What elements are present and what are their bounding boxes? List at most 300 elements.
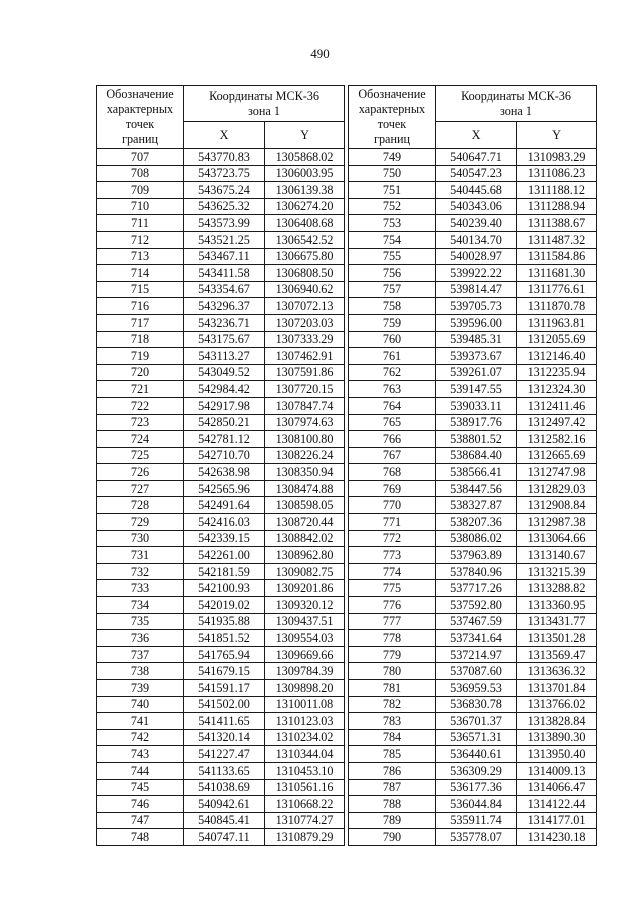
page-number: 490 bbox=[310, 46, 330, 61]
x-coordinate-cell: 543236.71 bbox=[184, 314, 265, 331]
x-coordinate-cell: 541038.69 bbox=[184, 779, 265, 796]
point-id-cell: 774 bbox=[349, 563, 436, 580]
y-coordinate-cell: 1309082.75 bbox=[265, 563, 345, 580]
point-id-cell: 729 bbox=[97, 514, 184, 531]
table-row bbox=[349, 182, 597, 199]
point-id-cell: 725 bbox=[97, 447, 184, 464]
x-coordinate-cell: 540239.40 bbox=[436, 215, 517, 232]
x-coordinate-cell: 536177.36 bbox=[436, 779, 517, 796]
y-coordinate-cell: 1311776.61 bbox=[517, 281, 597, 298]
table-row bbox=[349, 364, 597, 381]
table-row bbox=[349, 314, 597, 331]
table-row bbox=[349, 547, 597, 564]
x-coordinate-cell: 538086.02 bbox=[436, 530, 517, 547]
x-coordinate-cell: 541133.65 bbox=[184, 762, 265, 779]
x-coordinate-cell: 536440.61 bbox=[436, 746, 517, 763]
x-coordinate-cell: 543770.83 bbox=[184, 149, 265, 166]
x-coordinate-cell: 543573.99 bbox=[184, 215, 265, 232]
table-row bbox=[97, 265, 345, 282]
point-id-cell: 782 bbox=[349, 696, 436, 713]
table-row bbox=[349, 414, 597, 431]
x-coordinate-cell: 542781.12 bbox=[184, 431, 265, 448]
y-coordinate-cell: 1306408.68 bbox=[265, 215, 345, 232]
coordinate-system-header: Координаты МСК-36 зона 1 bbox=[184, 86, 345, 122]
point-id-cell: 772 bbox=[349, 530, 436, 547]
point-id-cell: 770 bbox=[349, 497, 436, 514]
point-id-cell: 714 bbox=[97, 265, 184, 282]
x-column-header: X bbox=[436, 122, 517, 149]
point-id-cell: 777 bbox=[349, 613, 436, 630]
table-row bbox=[97, 563, 345, 580]
point-id-cell: 760 bbox=[349, 331, 436, 348]
y-coordinate-cell: 1311963.81 bbox=[517, 314, 597, 331]
y-coordinate-cell: 1312411.46 bbox=[517, 397, 597, 414]
point-id-cell: 781 bbox=[349, 680, 436, 697]
point-id-cell: 752 bbox=[349, 198, 436, 215]
table-row bbox=[349, 829, 597, 846]
x-coordinate-cell: 539485.31 bbox=[436, 331, 517, 348]
y-coordinate-cell: 1313501.28 bbox=[517, 630, 597, 647]
x-coordinate-cell: 543467.11 bbox=[184, 248, 265, 265]
table-row bbox=[97, 364, 345, 381]
x-coordinate-cell: 542638.98 bbox=[184, 464, 265, 481]
y-coordinate-cell: 1311487.32 bbox=[517, 231, 597, 248]
x-coordinate-cell: 542416.03 bbox=[184, 514, 265, 531]
x-coordinate-cell: 540845.41 bbox=[184, 812, 265, 829]
x-coordinate-cell: 539033.11 bbox=[436, 397, 517, 414]
y-coordinate-cell: 1312665.69 bbox=[517, 447, 597, 464]
x-coordinate-cell: 537467.59 bbox=[436, 613, 517, 630]
y-coordinate-cell: 1312324.30 bbox=[517, 381, 597, 398]
x-coordinate-cell: 538327.87 bbox=[436, 497, 517, 514]
x-coordinate-cell: 539922.22 bbox=[436, 265, 517, 282]
point-id-cell: 746 bbox=[97, 796, 184, 813]
y-coordinate-cell: 1311870.78 bbox=[517, 298, 597, 315]
x-coordinate-cell: 537341.64 bbox=[436, 630, 517, 647]
x-coordinate-cell: 541679.15 bbox=[184, 663, 265, 680]
y-coordinate-cell: 1309437.51 bbox=[265, 613, 345, 630]
table-row bbox=[97, 497, 345, 514]
table-row bbox=[97, 597, 345, 614]
y-coordinate-cell: 1307847.74 bbox=[265, 397, 345, 414]
x-coordinate-cell: 537214.97 bbox=[436, 646, 517, 663]
table-row bbox=[349, 331, 597, 348]
point-id-cell: 763 bbox=[349, 381, 436, 398]
point-id-cell: 718 bbox=[97, 331, 184, 348]
y-coordinate-cell: 1312582.16 bbox=[517, 431, 597, 448]
x-coordinate-cell: 540547.23 bbox=[436, 165, 517, 182]
point-id-cell: 737 bbox=[97, 646, 184, 663]
table-row bbox=[97, 298, 345, 315]
x-coordinate-cell: 540445.68 bbox=[436, 182, 517, 199]
point-id-cell: 787 bbox=[349, 779, 436, 796]
x-coordinate-cell: 543411.58 bbox=[184, 265, 265, 282]
table-row bbox=[97, 397, 345, 414]
table-row bbox=[349, 514, 597, 531]
x-coordinate-cell: 542019.02 bbox=[184, 597, 265, 614]
table-row bbox=[349, 630, 597, 647]
table-row bbox=[349, 597, 597, 614]
x-coordinate-cell: 537087.60 bbox=[436, 663, 517, 680]
y-coordinate-cell: 1310668.22 bbox=[265, 796, 345, 813]
y-coordinate-cell: 1310011.08 bbox=[265, 696, 345, 713]
x-coordinate-cell: 540134.70 bbox=[436, 231, 517, 248]
table-row bbox=[349, 381, 597, 398]
y-coordinate-cell: 1312987.38 bbox=[517, 514, 597, 531]
point-id-cell: 765 bbox=[349, 414, 436, 431]
y-coordinate-cell: 1308842.02 bbox=[265, 530, 345, 547]
point-id-cell: 780 bbox=[349, 663, 436, 680]
x-coordinate-cell: 541320.14 bbox=[184, 729, 265, 746]
x-coordinate-cell: 543723.75 bbox=[184, 165, 265, 182]
coordinates-table-left bbox=[96, 85, 345, 846]
x-coordinate-cell: 540343.06 bbox=[436, 198, 517, 215]
table-row bbox=[97, 613, 345, 630]
y-coordinate-cell: 1313431.77 bbox=[517, 613, 597, 630]
point-id-cell: 715 bbox=[97, 281, 184, 298]
y-coordinate-cell: 1314009.13 bbox=[517, 762, 597, 779]
x-coordinate-cell: 543675.24 bbox=[184, 182, 265, 199]
point-id-cell: 732 bbox=[97, 563, 184, 580]
x-coordinate-cell: 542491.64 bbox=[184, 497, 265, 514]
y-coordinate-cell: 1306542.52 bbox=[265, 231, 345, 248]
x-coordinate-cell: 543521.25 bbox=[184, 231, 265, 248]
y-coordinate-cell: 1312055.69 bbox=[517, 331, 597, 348]
y-coordinate-cell: 1313569.47 bbox=[517, 646, 597, 663]
table-row bbox=[97, 381, 345, 398]
x-coordinate-cell: 542339.15 bbox=[184, 530, 265, 547]
point-id-cell: 757 bbox=[349, 281, 436, 298]
table-row bbox=[97, 530, 345, 547]
x-coordinate-cell: 538801.52 bbox=[436, 431, 517, 448]
table-row bbox=[97, 779, 345, 796]
x-coordinate-cell: 542261.00 bbox=[184, 547, 265, 564]
x-coordinate-cell: 541227.47 bbox=[184, 746, 265, 763]
y-coordinate-cell: 1309784.39 bbox=[265, 663, 345, 680]
table-row bbox=[97, 696, 345, 713]
y-coordinate-cell: 1307720.15 bbox=[265, 381, 345, 398]
x-coordinate-cell: 539596.00 bbox=[436, 314, 517, 331]
x-coordinate-cell: 543354.67 bbox=[184, 281, 265, 298]
table-row bbox=[349, 580, 597, 597]
table-row bbox=[349, 248, 597, 265]
table-row bbox=[349, 796, 597, 813]
point-id-cell: 749 bbox=[349, 149, 436, 166]
x-coordinate-cell: 542181.59 bbox=[184, 563, 265, 580]
x-coordinate-cell: 535778.07 bbox=[436, 829, 517, 846]
point-id-cell: 751 bbox=[349, 182, 436, 199]
point-id-cell: 723 bbox=[97, 414, 184, 431]
point-id-cell: 711 bbox=[97, 215, 184, 232]
point-id-cell: 783 bbox=[349, 713, 436, 730]
x-coordinate-cell: 541935.88 bbox=[184, 613, 265, 630]
point-id-cell: 789 bbox=[349, 812, 436, 829]
table-row bbox=[97, 646, 345, 663]
y-coordinate-cell: 1306274.20 bbox=[265, 198, 345, 215]
table-row bbox=[97, 464, 345, 481]
y-coordinate-cell: 1310774.27 bbox=[265, 812, 345, 829]
point-id-cell: 756 bbox=[349, 265, 436, 282]
point-id-cell: 761 bbox=[349, 348, 436, 365]
point-id-cell: 773 bbox=[349, 547, 436, 564]
table-row bbox=[349, 762, 597, 779]
point-id-cell: 710 bbox=[97, 198, 184, 215]
y-coordinate-cell: 1310879.29 bbox=[265, 829, 345, 846]
point-id-cell: 775 bbox=[349, 580, 436, 597]
y-coordinate-cell: 1314177.01 bbox=[517, 812, 597, 829]
y-coordinate-cell: 1310561.16 bbox=[265, 779, 345, 796]
x-coordinate-cell: 539261.07 bbox=[436, 364, 517, 381]
point-id-cell: 744 bbox=[97, 762, 184, 779]
y-coordinate-cell: 1309898.20 bbox=[265, 680, 345, 697]
table-row bbox=[349, 729, 597, 746]
point-id-cell: 784 bbox=[349, 729, 436, 746]
x-coordinate-cell: 536309.29 bbox=[436, 762, 517, 779]
x-coordinate-cell: 539705.73 bbox=[436, 298, 517, 315]
table-row bbox=[349, 497, 597, 514]
table-row bbox=[349, 746, 597, 763]
table-row bbox=[97, 480, 345, 497]
x-coordinate-cell: 541502.00 bbox=[184, 696, 265, 713]
point-id-cell: 734 bbox=[97, 597, 184, 614]
y-coordinate-cell: 1312747.98 bbox=[517, 464, 597, 481]
table-row bbox=[97, 331, 345, 348]
x-coordinate-cell: 542850.21 bbox=[184, 414, 265, 431]
table-row bbox=[349, 165, 597, 182]
point-id-cell: 740 bbox=[97, 696, 184, 713]
point-id-cell: 753 bbox=[349, 215, 436, 232]
table-row bbox=[97, 182, 345, 199]
table-row bbox=[349, 680, 597, 697]
x-coordinate-cell: 542984.42 bbox=[184, 381, 265, 398]
point-id-cell: 724 bbox=[97, 431, 184, 448]
y-coordinate-cell: 1311584.86 bbox=[517, 248, 597, 265]
table-row bbox=[349, 696, 597, 713]
table-row bbox=[97, 580, 345, 597]
point-id-cell: 762 bbox=[349, 364, 436, 381]
table-row bbox=[349, 563, 597, 580]
y-coordinate-cell: 1308720.44 bbox=[265, 514, 345, 531]
x-coordinate-cell: 538566.41 bbox=[436, 464, 517, 481]
y-coordinate-cell: 1312146.40 bbox=[517, 348, 597, 365]
point-id-cell: 786 bbox=[349, 762, 436, 779]
x-coordinate-cell: 543049.52 bbox=[184, 364, 265, 381]
point-id-cell: 747 bbox=[97, 812, 184, 829]
y-coordinate-cell: 1309554.03 bbox=[265, 630, 345, 647]
point-id-cell: 769 bbox=[349, 480, 436, 497]
x-coordinate-cell: 536044.84 bbox=[436, 796, 517, 813]
x-coordinate-cell: 541591.17 bbox=[184, 680, 265, 697]
table-row bbox=[97, 248, 345, 265]
point-id-cell: 736 bbox=[97, 630, 184, 647]
table-row bbox=[97, 198, 345, 215]
point-id-cell: 764 bbox=[349, 397, 436, 414]
y-coordinate-cell: 1313288.82 bbox=[517, 580, 597, 597]
x-coordinate-cell: 539147.55 bbox=[436, 381, 517, 398]
point-id-cell: 768 bbox=[349, 464, 436, 481]
table-row bbox=[349, 812, 597, 829]
x-coordinate-cell: 541411.65 bbox=[184, 713, 265, 730]
x-coordinate-cell: 536830.78 bbox=[436, 696, 517, 713]
coordinate-system-header: Координаты МСК-36 зона 1 bbox=[436, 86, 597, 122]
table-row bbox=[97, 514, 345, 531]
x-coordinate-cell: 540747.11 bbox=[184, 829, 265, 846]
table-row bbox=[349, 447, 597, 464]
point-id-cell: 709 bbox=[97, 182, 184, 199]
x-coordinate-cell: 540028.97 bbox=[436, 248, 517, 265]
point-id-cell: 771 bbox=[349, 514, 436, 531]
table-row bbox=[349, 348, 597, 365]
table-row bbox=[97, 231, 345, 248]
point-id-cell: 738 bbox=[97, 663, 184, 680]
point-id-cell: 712 bbox=[97, 231, 184, 248]
y-coordinate-cell: 1310344.04 bbox=[265, 746, 345, 763]
point-id-cell: 716 bbox=[97, 298, 184, 315]
table-row bbox=[349, 613, 597, 630]
table-row bbox=[97, 165, 345, 182]
point-id-cell: 719 bbox=[97, 348, 184, 365]
y-coordinate-cell: 1307072.13 bbox=[265, 298, 345, 315]
point-id-cell: 767 bbox=[349, 447, 436, 464]
x-coordinate-cell: 541765.94 bbox=[184, 646, 265, 663]
y-coordinate-cell: 1312908.84 bbox=[517, 497, 597, 514]
x-coordinate-cell: 541851.52 bbox=[184, 630, 265, 647]
table-row bbox=[349, 231, 597, 248]
y-coordinate-cell: 1308350.94 bbox=[265, 464, 345, 481]
x-coordinate-cell: 540942.61 bbox=[184, 796, 265, 813]
y-coordinate-cell: 1311288.94 bbox=[517, 198, 597, 215]
y-coordinate-cell: 1309669.66 bbox=[265, 646, 345, 663]
y-coordinate-cell: 1310983.29 bbox=[517, 149, 597, 166]
point-id-cell: 720 bbox=[97, 364, 184, 381]
table-row bbox=[349, 779, 597, 796]
point-id-cell: 708 bbox=[97, 165, 184, 182]
x-coordinate-cell: 536959.53 bbox=[436, 680, 517, 697]
coordinates-table-right bbox=[348, 85, 597, 846]
table-row bbox=[349, 646, 597, 663]
point-id-cell: 758 bbox=[349, 298, 436, 315]
table-row bbox=[349, 431, 597, 448]
point-id-cell: 741 bbox=[97, 713, 184, 730]
x-coordinate-cell: 536701.37 bbox=[436, 713, 517, 730]
x-coordinate-cell: 537717.26 bbox=[436, 580, 517, 597]
x-coordinate-cell: 543175.67 bbox=[184, 331, 265, 348]
table-row bbox=[97, 281, 345, 298]
designation-header: Обозначение характерных точек границ bbox=[97, 86, 184, 149]
point-id-cell: 727 bbox=[97, 480, 184, 497]
x-coordinate-cell: 538917.76 bbox=[436, 414, 517, 431]
table-row bbox=[97, 149, 345, 166]
table-row bbox=[97, 630, 345, 647]
y-coordinate-cell: 1310453.10 bbox=[265, 762, 345, 779]
table-row bbox=[349, 713, 597, 730]
y-coordinate-cell: 1313215.39 bbox=[517, 563, 597, 580]
point-id-cell: 779 bbox=[349, 646, 436, 663]
table-row bbox=[349, 530, 597, 547]
y-coordinate-cell: 1306675.80 bbox=[265, 248, 345, 265]
y-coordinate-cell: 1307333.29 bbox=[265, 331, 345, 348]
table-row bbox=[97, 762, 345, 779]
x-coordinate-cell: 543625.32 bbox=[184, 198, 265, 215]
x-coordinate-cell: 543296.37 bbox=[184, 298, 265, 315]
x-coordinate-cell: 535911.74 bbox=[436, 812, 517, 829]
table-row bbox=[97, 414, 345, 431]
point-id-cell: 778 bbox=[349, 630, 436, 647]
y-coordinate-cell: 1313890.30 bbox=[517, 729, 597, 746]
x-coordinate-cell: 537963.89 bbox=[436, 547, 517, 564]
point-id-cell: 722 bbox=[97, 397, 184, 414]
y-coordinate-cell: 1307462.91 bbox=[265, 348, 345, 365]
table-row bbox=[97, 680, 345, 697]
y-coordinate-cell: 1308100.80 bbox=[265, 431, 345, 448]
table-row bbox=[349, 480, 597, 497]
table-row bbox=[97, 314, 345, 331]
point-id-cell: 788 bbox=[349, 796, 436, 813]
table-row bbox=[349, 149, 597, 166]
y-coordinate-cell: 1307203.03 bbox=[265, 314, 345, 331]
x-coordinate-cell: 543113.27 bbox=[184, 348, 265, 365]
y-coordinate-cell: 1311086.23 bbox=[517, 165, 597, 182]
point-id-cell: 748 bbox=[97, 829, 184, 846]
x-coordinate-cell: 542710.70 bbox=[184, 447, 265, 464]
y-coordinate-cell: 1307974.63 bbox=[265, 414, 345, 431]
point-id-cell: 731 bbox=[97, 547, 184, 564]
x-coordinate-cell: 542565.96 bbox=[184, 480, 265, 497]
table-row bbox=[97, 829, 345, 846]
point-id-cell: 745 bbox=[97, 779, 184, 796]
point-id-cell: 739 bbox=[97, 680, 184, 697]
point-id-cell: 742 bbox=[97, 729, 184, 746]
y-coordinate-cell: 1313766.02 bbox=[517, 696, 597, 713]
y-coordinate-cell: 1313360.95 bbox=[517, 597, 597, 614]
y-coordinate-cell: 1305868.02 bbox=[265, 149, 345, 166]
table-row bbox=[349, 464, 597, 481]
table-row bbox=[97, 447, 345, 464]
point-id-cell: 733 bbox=[97, 580, 184, 597]
x-coordinate-cell: 537840.96 bbox=[436, 563, 517, 580]
table-row bbox=[97, 663, 345, 680]
y-coordinate-cell: 1308962.80 bbox=[265, 547, 345, 564]
point-id-cell: 735 bbox=[97, 613, 184, 630]
y-coordinate-cell: 1306808.50 bbox=[265, 265, 345, 282]
y-coordinate-cell: 1310123.03 bbox=[265, 713, 345, 730]
point-id-cell: 717 bbox=[97, 314, 184, 331]
table-row bbox=[349, 397, 597, 414]
point-id-cell: 743 bbox=[97, 746, 184, 763]
y-coordinate-cell: 1308226.24 bbox=[265, 447, 345, 464]
y-coordinate-cell: 1309320.12 bbox=[265, 597, 345, 614]
table-row bbox=[97, 746, 345, 763]
y-coordinate-cell: 1307591.86 bbox=[265, 364, 345, 381]
y-coordinate-cell: 1313140.67 bbox=[517, 547, 597, 564]
table-row bbox=[349, 198, 597, 215]
y-coordinate-cell: 1314066.47 bbox=[517, 779, 597, 796]
table-row bbox=[349, 281, 597, 298]
x-coordinate-cell: 538447.56 bbox=[436, 480, 517, 497]
point-id-cell: 754 bbox=[349, 231, 436, 248]
table-row bbox=[97, 713, 345, 730]
x-coordinate-cell: 538684.40 bbox=[436, 447, 517, 464]
y-coordinate-cell: 1309201.86 bbox=[265, 580, 345, 597]
table-row bbox=[349, 298, 597, 315]
y-coordinate-cell: 1311188.12 bbox=[517, 182, 597, 199]
point-id-cell: 759 bbox=[349, 314, 436, 331]
point-id-cell: 750 bbox=[349, 165, 436, 182]
table-row bbox=[97, 729, 345, 746]
y-coordinate-cell: 1308474.88 bbox=[265, 480, 345, 497]
point-id-cell: 713 bbox=[97, 248, 184, 265]
table-row bbox=[97, 348, 345, 365]
